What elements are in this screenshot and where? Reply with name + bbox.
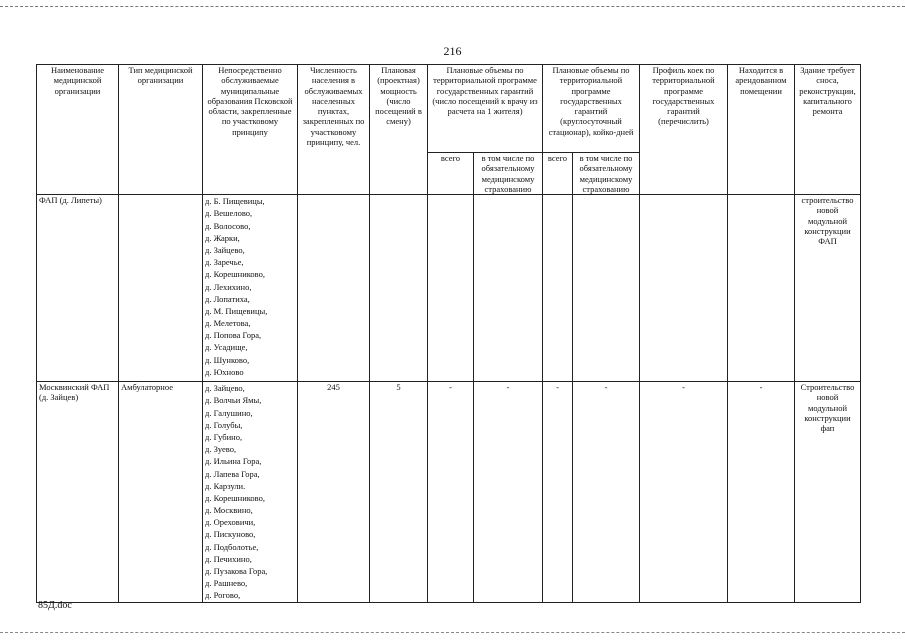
settlement-item: д. Рашнево, [205,578,248,589]
cell-settlements [203,195,298,382]
settlement-item: д. Печихино, [205,553,252,564]
settlement-item: д. Шунково, [205,354,250,365]
settlement-item: д. Усадище, [205,342,248,353]
cell-rented: - [728,382,795,602]
facilities-table [36,64,861,603]
subheader-beds-total: всего [543,153,573,195]
settlement-item: д. Зайцево, [205,244,245,255]
settlement-item: д. Пузакова Гора, [205,566,268,576]
cell-capacity [370,195,428,382]
settlement-item: д. М. Пищевицы, [205,305,268,316]
settlement-item: д. Волчьи Ямы, [205,395,262,406]
cell-capacity: 5 [370,382,428,602]
settlement-item: д. Лопатиха, [205,293,250,304]
settlement-item: д. Москвино, [205,505,253,516]
header-bed-profile: Профиль коек по территориальной программе государственных гарантий (перечислить) [640,65,728,195]
table-row [37,195,861,382]
header-rented: Находится в арендованном помещении [728,65,795,195]
settlement-item: д. Рогово, [205,590,241,601]
cell-beds-total: - [543,382,573,602]
footer-filename: 85Д.doc [38,600,72,611]
settlement-item: д. Ильина Гора, [205,456,262,467]
settlement-item: д. Лехихино, [205,281,252,292]
subheader-beds-oms: в том числе по обязательному медицинскому страхованию [573,153,640,195]
settlement-item: д. Заречье, [205,257,244,268]
scan-bottom-border [0,632,905,633]
header-org-type: Тип медицинской организации [119,65,203,195]
cell-beds-oms: - [573,382,640,602]
settlement-item: д. Б. Пищевицы, [205,196,265,207]
settlement-item: д. Попова Гора, [205,330,262,341]
settlement-item: д. Корешниково, [205,269,266,280]
settlement-item: д. Голубы, [205,419,243,430]
settlement-item: д. Лапева Гора, [205,468,260,479]
settlement-item: д. Карзули. [205,480,246,491]
cell-visits-total: - [428,382,474,602]
settlement-item: д. Вешелово, [205,208,253,219]
cell-visits-oms: - [474,382,543,602]
cell-rented [728,195,795,382]
cell-beds-oms [573,195,640,382]
settlement-item: д. Губино, [205,431,243,442]
header-population: Численность населения в обслуживаемых населенных пунктах, закрепленных по участковому принципу, чел. [298,65,370,195]
cell-visits-total [428,195,474,382]
subheader-visits-oms: в том числе по обязательному медицинскому страхованию [474,153,543,195]
cell-org-name: Москвинский ФАП (д. Зайцев) [37,382,119,602]
header-served-areas: Непосредственно обслуживаемые муниципальные образования Псковской области, закрепленные по участковому принципу [203,65,298,195]
settlement-item: д. Пискуново, [205,529,256,540]
cell-settlements [203,382,298,602]
cell-building-needs: Строительство новой модульной конструкции фап [795,382,861,602]
settlement-item: д. Ореховичи, [205,517,256,528]
scan-top-border [0,6,905,7]
page-number: 216 [443,44,462,58]
header-volumes-beds: Плановые объемы по территориальной программе государственных гарантий (круглосуточный стационар), койко-дней [543,65,640,153]
settlement-item: д. Волосово, [205,220,251,231]
header-capacity: Плановая (проектная) мощность (число посещений в смену) [370,65,428,195]
settlement-item: д. Жарки, [205,232,240,243]
cell-beds-total [543,195,573,382]
cell-bed-profile: - [640,382,728,602]
settlement-item: д. Зайцево, [205,383,245,394]
settlement-item: д. Подболотье, [205,541,259,552]
cell-population: 245 [298,382,370,602]
cell-visits-oms [474,195,543,382]
settlement-item: д. Юхново [205,366,244,377]
cell-bed-profile [640,195,728,382]
header-org-name: Наименование медицинской организации [37,65,119,195]
cell-org-type [119,195,203,382]
header-volumes-visits: Плановые объемы по территориальной программе государственных гарантий (число посещений к врачу из расчета на 1 жителя) [428,65,543,153]
header-building-needs: Здание требует сноса, реконструкции, капитального ремонта [795,65,861,195]
cell-org-name: ФАП (д. Липеты) [37,195,119,382]
settlement-item: д. Мелетова, [205,318,251,329]
settlement-item: д. Зуево, [205,444,237,455]
header-row-main [37,65,861,153]
cell-population [298,195,370,382]
cell-org-type: Амбулаторное [119,382,203,602]
subheader-visits-total: всего [428,153,474,195]
settlement-item: д. Галушино, [205,407,253,418]
settlement-item: д. Корешниково, [205,492,266,503]
cell-building-needs: строительство новой модульной конструкции ФАП [795,195,861,382]
table-row [37,382,861,602]
